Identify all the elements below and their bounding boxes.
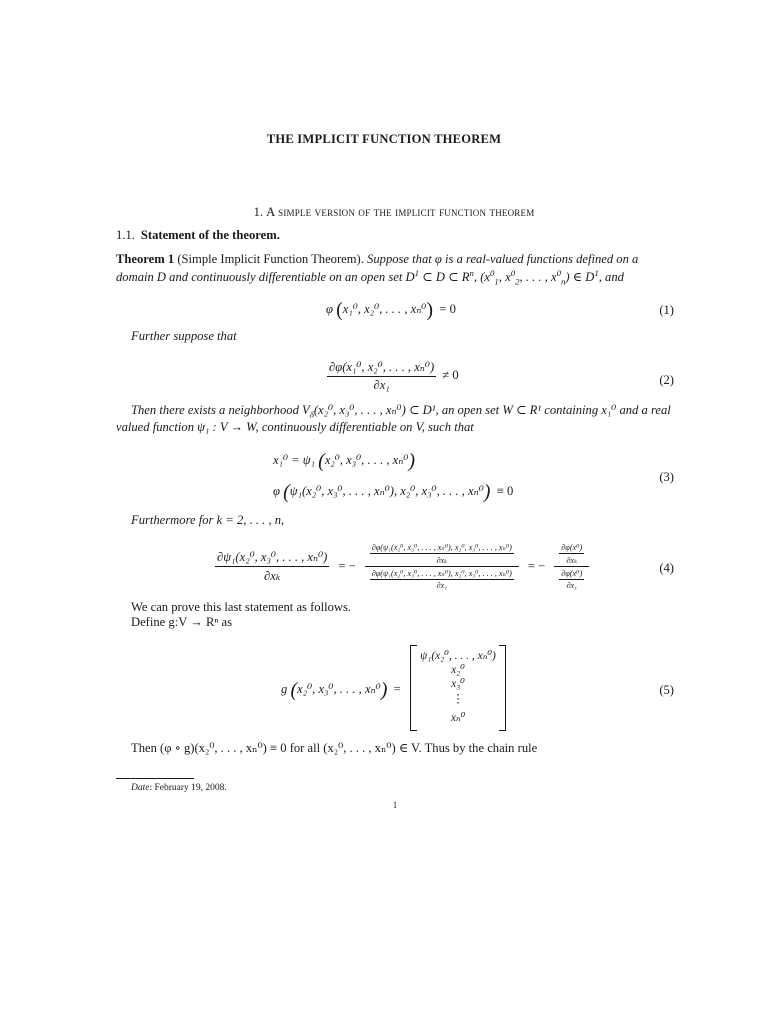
theorem-label: Theorem 1 bbox=[116, 252, 175, 266]
equation-3-line2: φ (ψ₁(x₂⁰, x₃⁰, . . . , xₙ⁰), x₂⁰, x₃⁰, . . . , xₙ⁰) ≡ 0 bbox=[273, 481, 514, 503]
footnote-text: : February 19, 2008. bbox=[149, 783, 227, 793]
page-number: 1 bbox=[392, 800, 398, 810]
section-title: A simple version of the implicit function theorem bbox=[266, 205, 535, 219]
equation-number-1: (1) bbox=[659, 303, 674, 317]
vector-matrix bbox=[410, 645, 506, 729]
footnote-label: Date bbox=[131, 783, 150, 793]
subsection-heading bbox=[116, 228, 280, 243]
define-text: Define g:V → Rⁿ as bbox=[131, 615, 232, 629]
theorem-line1: Suppose that φ is a real-valued functions defined on a bbox=[367, 252, 639, 266]
equation-3-line1: x₁⁰ = ψ₁ (x₂⁰, x₃⁰, . . . , xₙ⁰) bbox=[273, 450, 416, 472]
equation-number-5: (5) bbox=[659, 683, 674, 697]
subsection-number: 1.1. bbox=[116, 228, 135, 242]
footnote-rule bbox=[116, 778, 194, 779]
furthermore-text: Furthermore for k = 2, . . . , n, bbox=[131, 513, 285, 527]
equation-5-lhs: g (x₂⁰, x₃⁰, . . . , xₙ⁰) = bbox=[281, 679, 401, 701]
footnote bbox=[131, 783, 227, 793]
matrix-row: x₂⁰ bbox=[451, 664, 465, 676]
equation-number-4: (4) bbox=[659, 561, 674, 575]
theorem-statement bbox=[116, 251, 676, 286]
further-suppose-text: Further suppose that bbox=[131, 329, 237, 343]
subsection-title: Statement of the theorem. bbox=[140, 228, 280, 242]
theorem-name: (Simple Implicit Function Theorem). bbox=[177, 252, 364, 266]
paper-title: THE IMPLICIT FUNCTION THEOREM bbox=[266, 132, 502, 146]
eq1-args: x₁⁰, x₂⁰, . . . , xₙ⁰ bbox=[342, 302, 427, 316]
section-heading bbox=[0, 205, 768, 220]
equation-2: $\frac{\text{∂φ(x₁⁰, x₂⁰, . . . , xₙ⁰)}}{\text{∂x₁}}$ ≠ 0 bbox=[329, 360, 459, 392]
matrix-row: ψ₁(x₂⁰, . . . , xₙ⁰) bbox=[420, 650, 496, 662]
existence-statement: Then there exists a neighborhood $V_\delta(x_2^0$, x₃⁰, . . . , xₙ⁰) ⊂ D¹, an open set W ⊂ R¹ containing x₁⁰ and a real valued function ψ₁ : V → W, continuously differentiable on V, such that bbox=[116, 403, 671, 434]
matrix-row: x₃⁰ bbox=[451, 678, 465, 690]
chain-rule-text: Then (φ ∘ g)(x₂⁰, . . . , xₙ⁰) ≡ 0 for all (x₂⁰, . . . , xₙ⁰) ∈ V. Thus by the chain rule bbox=[131, 741, 538, 755]
prove-text: We can prove this last statement as follows. bbox=[131, 600, 352, 614]
equation-number-2: (2) bbox=[659, 373, 674, 387]
matrix-row: ⋮ bbox=[452, 693, 464, 705]
equation-1: φ (x₁⁰, x₂⁰, . . . , xₙ⁰) = 0 bbox=[326, 299, 456, 321]
equation-number-3: (3) bbox=[659, 470, 674, 484]
matrix-row: xₙ⁰ bbox=[450, 712, 466, 724]
equation-4: $\frac{\text{∂ψ₁(x₂⁰, x₃⁰, . . . , xₙ⁰)}}{\text{∂xₖ}}$ = − $\frac{\frac{\text{∂φ(ψ₁(x₂⁰, x₃⁰, . . . , xₙ⁰), x₂⁰, x₃⁰, . . . , xₙ⁰)}}{\text{∂xₖ}}}{\frac{\text{∂φ(ψ₁(x₂⁰, x₃⁰, . . . , xₙ⁰), x₂⁰, x₃⁰, . . . , xₙ⁰)}}{\text{∂x₁}}}$ = − $\frac{\frac{\text{∂φ(x⁰)}}{\text{∂xₖ}}}{\frac{\text{∂φ(x⁰)}}{\text{∂x₁}}}$ bbox=[212, 542, 592, 590]
theorem-line2: domain D and continuously differentiable on an open set $D^1$ ⊂ D ⊂ $R^n$, ($x^0_1$, $x^0_2$, . . . , $x^0_n$) ∈ $D^1$, and bbox=[116, 267, 624, 287]
section-number: 1. bbox=[253, 205, 264, 219]
